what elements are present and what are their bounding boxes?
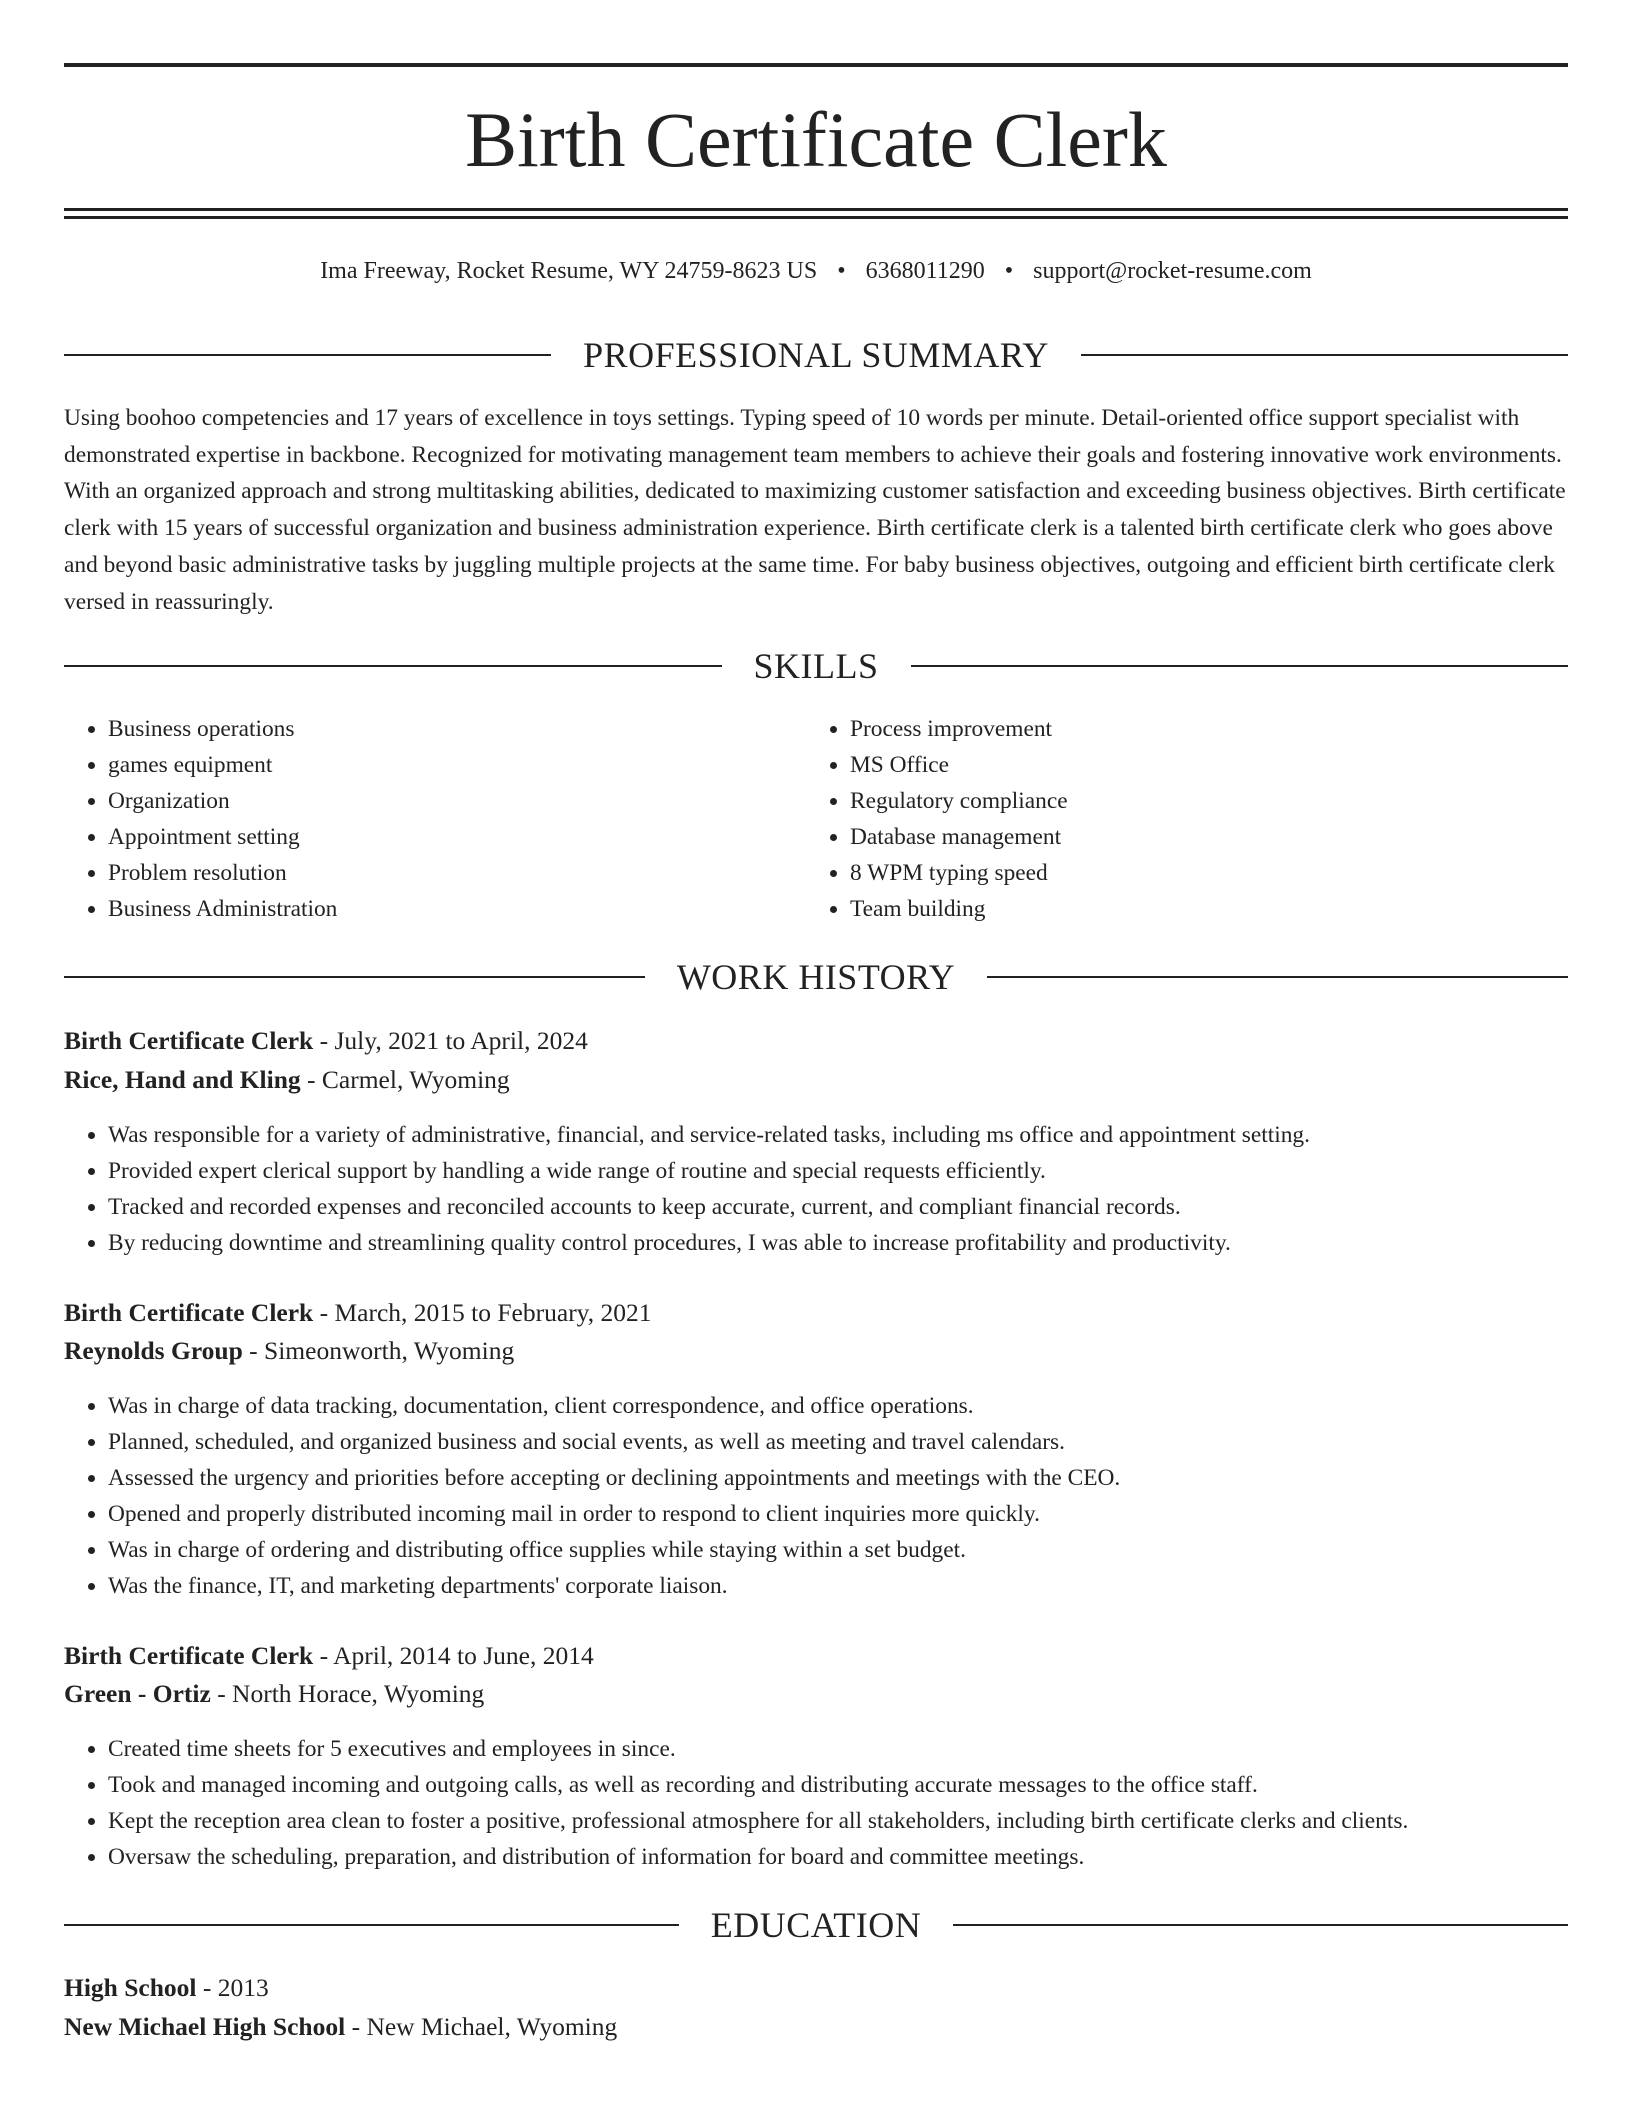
skill-item: • Process improvement [850, 711, 1548, 747]
skill-item: • Database management [850, 819, 1548, 855]
skill-item: • Organization [108, 783, 806, 819]
skills-column-right [806, 711, 1548, 927]
job-company: Reynolds Group [64, 1336, 243, 1365]
job-dates: - March, 2015 to February, 2021 [313, 1298, 652, 1327]
job-title: Birth Certificate Clerk [64, 1026, 314, 1055]
section-heading-skills [64, 644, 1568, 688]
heading-rule [1081, 354, 1568, 356]
skill-item: • Problem resolution [108, 855, 806, 891]
job-title-line [64, 1637, 1568, 1675]
job-title: Birth Certificate Clerk [64, 1641, 314, 1670]
job-bullets [64, 1117, 1568, 1261]
job-company: Rice, Hand and Kling [64, 1065, 301, 1094]
contact-separator: • [837, 258, 846, 284]
job-location: - Carmel, Wyoming [300, 1065, 510, 1094]
skill-item: • 8 WPM typing speed [850, 855, 1548, 891]
contact-address: Ima Freeway, Rocket Resume, WY 24759-8623 US [320, 258, 818, 284]
job-bullet: • Was in charge of data tracking, documentation, client correspondence, and office operations. [108, 1388, 1568, 1424]
skill-item: • Team building [850, 891, 1548, 927]
job-bullet: • Oversaw the scheduling, preparation, and distribution of information for board and committee meetings. [108, 1839, 1568, 1875]
education-year: - 2013 [196, 1973, 269, 2002]
section-title: PROFESSIONAL SUMMARY [583, 335, 1049, 375]
job-company: Green - Ortiz [64, 1679, 211, 1708]
job-bullet: • Kept the reception area clean to foster a positive, professional atmosphere for all stakeholders, including birth certificate clerks and clients. [108, 1803, 1568, 1839]
contact-separator: • [1004, 258, 1014, 284]
heading-rule [953, 1924, 1568, 1926]
education-location: - New Michael, Wyoming [345, 2012, 618, 2041]
heading-rule [64, 665, 722, 667]
education-school: New Michael High School [64, 2012, 346, 2041]
heading-rule [911, 665, 1569, 667]
heading-rule [987, 976, 1568, 978]
job-bullet: • Created time sheets for 5 executives and employees in since. [108, 1731, 1568, 1767]
heading-rule [64, 1924, 679, 1926]
job-bullet: • Took and managed incoming and outgoing calls, as well as recording and distributing accurate messages to the office staff. [108, 1767, 1568, 1803]
education-degree-line [64, 1969, 1568, 2007]
job-bullet: • Tracked and recorded expenses and reconciled accounts to keep accurate, current, and compliant financial records. [108, 1189, 1568, 1225]
section-heading-work [64, 955, 1568, 999]
summary-text: Using boohoo competencies and 17 years of excellence in toys settings. Typing speed of 10 words per minute. Detail-oriented office support specialist with demonstrated expertise in backbone. Recognized for motivating management team members to achieve their goals and fostering innovative work environments. With an organized approach and strong multitasking abilities, dedicated to maximizing customer satisfaction and exceeding business objectives. Birth certificate clerk with 15 years of successful organization and business administration experience. Birth certificate clerk is a talented birth certificate clerk who goes above and beyond basic administrative tasks by juggling multiple projects at the same time. For baby business objectives, outgoing and efficient birth certificate clerk versed in reassuringly. [64, 405, 1566, 615]
job-bullet: • Provided expert clerical support by handling a wide range of routine and special requests efficiently. [108, 1153, 1568, 1189]
job-bullet: • Was responsible for a variety of administrative, financial, and service-related tasks, including ms office and appointment setting. [108, 1117, 1568, 1153]
job-location: - Simeonworth, Wyoming [242, 1336, 515, 1365]
job-bullets [64, 1731, 1568, 1875]
job-company-line [64, 1332, 1568, 1370]
education-school-line [64, 2008, 1568, 2046]
section-title: WORK HISTORY [676, 957, 956, 997]
job-bullet: • Opened and properly distributed incoming mail in order to respond to client inquiries more quickly. [108, 1496, 1568, 1532]
contact-phone: 6368011290 [865, 258, 985, 284]
top-rule [64, 63, 1568, 67]
job-title-line [64, 1022, 1568, 1060]
skills-list [64, 711, 1568, 927]
section-title: EDUCATION [710, 1905, 922, 1945]
job-title: Birth Certificate Clerk [64, 1298, 314, 1327]
job-bullet: • Was the finance, IT, and marketing departments' corporate liaison. [108, 1568, 1568, 1604]
section-title: SKILLS [753, 646, 879, 686]
education-degree: High School [64, 1973, 197, 2002]
job-bullet: • Was in charge of ordering and distributing office supplies while staying within a set budget. [108, 1532, 1568, 1568]
title-rule-upper [64, 208, 1568, 211]
skill-item: • MS Office [850, 747, 1548, 783]
job-bullets [64, 1388, 1568, 1604]
job-title-line [64, 1294, 1568, 1332]
heading-rule [64, 976, 645, 978]
contact-email: support@rocket-resume.com [1033, 258, 1312, 284]
title-rule-lower [64, 216, 1568, 219]
job-location: - North Horace, Wyoming [210, 1679, 485, 1708]
skill-item: • Business operations [108, 711, 806, 747]
skill-item: • Business Administration [108, 891, 806, 927]
job-bullet: • Assessed the urgency and priorities before accepting or declining appointments and meetings with the CEO. [108, 1460, 1568, 1496]
job-bullet: • By reducing downtime and streamlining quality control procedures, I was able to increase profitability and productivity. [108, 1225, 1568, 1261]
job-dates: - April, 2014 to June, 2014 [313, 1641, 594, 1670]
job-bullet: • Planned, scheduled, and organized business and social events, as well as meeting and travel calendars. [108, 1424, 1568, 1460]
skill-item: • Appointment setting [108, 819, 806, 855]
section-heading-education [64, 1903, 1568, 1947]
section-heading-summary [64, 333, 1568, 377]
job-company-line [64, 1061, 1568, 1099]
job-company-line [64, 1675, 1568, 1713]
resume-title: Birth Certificate Clerk [465, 96, 1167, 183]
contact-line [64, 254, 1568, 288]
skill-item: • games equipment [108, 747, 806, 783]
job-dates: - July, 2021 to April, 2024 [313, 1026, 588, 1055]
skill-item: • Regulatory compliance [850, 783, 1548, 819]
heading-rule [64, 354, 551, 356]
skills-column-left [64, 711, 806, 927]
